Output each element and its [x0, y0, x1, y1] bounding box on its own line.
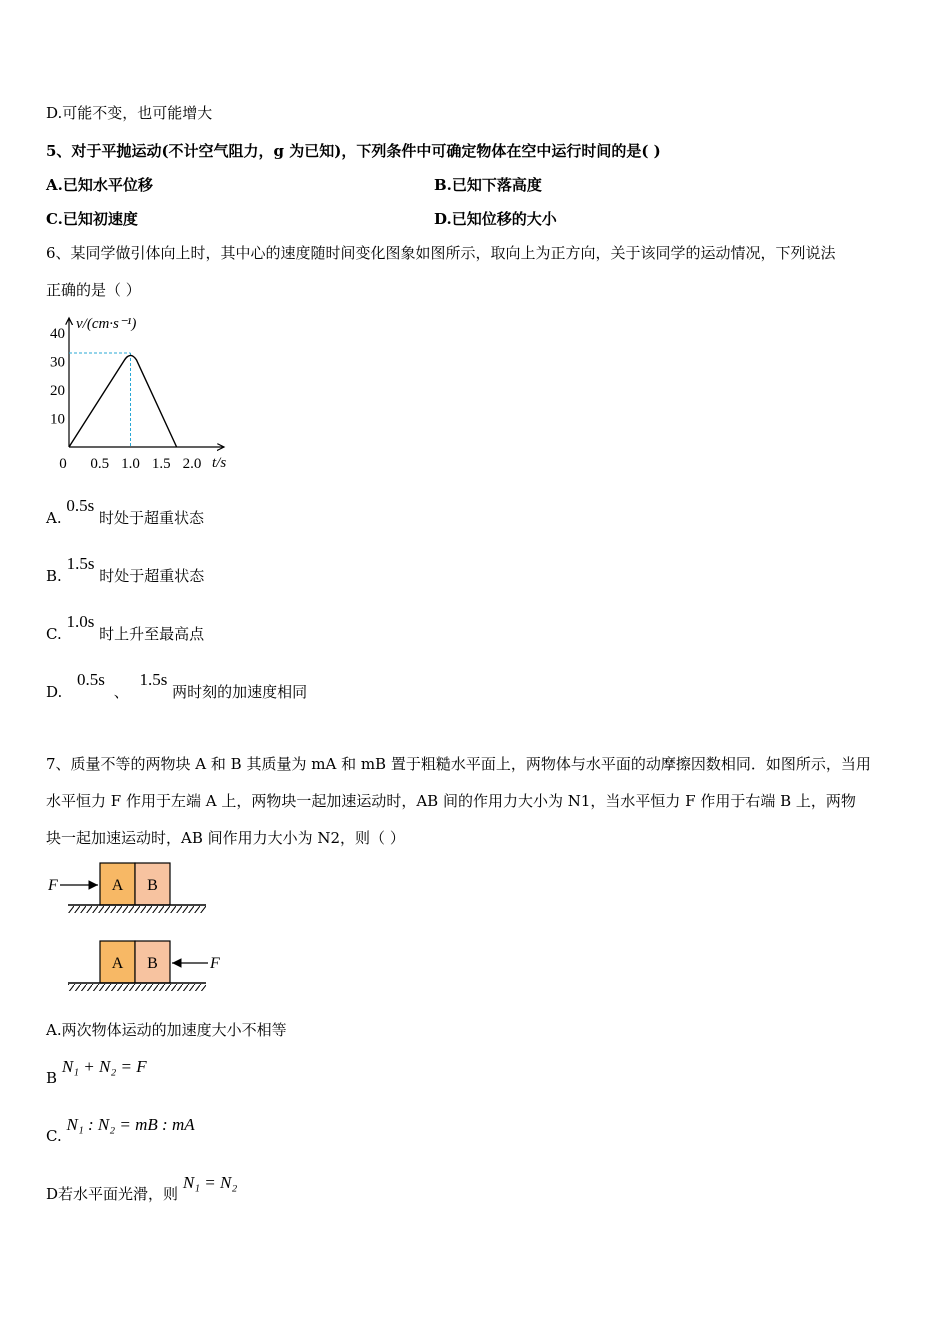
option-c-label: C.	[46, 625, 62, 643]
x-tick-label: 1.5	[151, 456, 171, 472]
option-b-text: 时处于超重状态	[99, 567, 205, 585]
y-tick-label: 10	[50, 411, 65, 428]
q7-option-c	[46, 1115, 195, 1146]
option-d-label: D.	[46, 683, 63, 701]
q5-stem: 5、对于平抛运动(不计空气阻力，g 为已知)，下列条件中可确定物体在空中运行时间的是( )	[46, 142, 661, 160]
y-tick-label: 40	[50, 326, 65, 342]
q7-option-b	[46, 1057, 147, 1088]
q5-option-a: A.已知水平位移	[46, 176, 153, 194]
block-b-label: B	[147, 955, 158, 972]
option-b-formula: N₁ + N₂ = F	[61, 1057, 147, 1076]
q6-option-c	[46, 612, 205, 644]
option-a-text: 时处于超重状态	[99, 509, 205, 527]
block-b-label: B	[147, 877, 158, 894]
q4-option-d: D.可能不变，也可能增大	[46, 104, 213, 122]
option-a-label: A.	[46, 509, 62, 527]
ground-hatch	[68, 906, 206, 913]
option-d-formula: N₁ = N₂	[182, 1173, 238, 1192]
q7-stem-line1: 7、质量不等的两物块 A 和 B 其质量为 mA 和 mB 置于粗糙水平面上，两物体与水平面的动摩擦因数相同．如图所示，当用	[46, 755, 871, 773]
option-d-text: 两时刻的加速度相同	[172, 683, 308, 701]
blocks-figure-force-left	[44, 858, 214, 918]
option-c-label: C.	[46, 1127, 62, 1145]
option-c-text: 时上升至最高点	[99, 625, 205, 643]
block-a-label: A	[111, 955, 124, 972]
q7-stem-line2: 水平恒力 F 作用于左端 A 上，两物块一起加速运动时，AB 间的作用力大小为 N1，当水平恒力 F 作用于右端 B 上，两物	[46, 792, 856, 810]
option-d-separator: 、	[113, 683, 129, 701]
q6-stem-line1: 6、某同学做引体向上时，其中心的速度随时间变化图象如图所示，取向上为正方向，关于该同学的运动情况，下列说法	[46, 244, 836, 262]
y-tick-label: 20	[50, 383, 65, 399]
x-tick-label: 0	[59, 456, 67, 472]
q6-option-b	[46, 554, 205, 586]
q5-option-d: D.已知位移的大小	[434, 210, 557, 228]
option-d-time2: 1.5s	[139, 670, 168, 689]
q5-option-c: C.已知初速度	[46, 210, 138, 228]
velocity-series-line	[69, 355, 177, 447]
option-b-time: 1.5s	[66, 554, 95, 573]
x-tick-label: 2.0	[182, 456, 202, 472]
x-axis-label: t/s	[212, 455, 227, 471]
force-label: F	[210, 955, 220, 972]
q7-option-d	[46, 1173, 238, 1204]
q6-option-d	[46, 670, 308, 702]
option-a-time: 0.5s	[66, 496, 95, 515]
x-tick-label: 0.5	[90, 456, 110, 472]
q7-stem-line3: 块一起加速运动时，AB 间作用力大小为 N2，则（ ）	[46, 829, 405, 847]
option-c-time: 1.0s	[66, 612, 95, 631]
y-tick-label: 30	[50, 354, 65, 371]
q6-option-a	[46, 496, 205, 528]
q6-stem-line2: 正确的是（ ）	[46, 281, 141, 299]
option-c-formula: N₁ : N₂ = mB : mA	[66, 1115, 195, 1134]
option-d-label: D若水平面光滑，则	[46, 1185, 179, 1203]
q5-option-b: B.已知下落高度	[434, 176, 542, 194]
ground-hatch	[68, 984, 206, 991]
y-axis-label: v/(cm·s⁻¹)	[76, 316, 137, 332]
blocks-figure-force-right	[44, 937, 234, 997]
x-tick-label: 1.0	[121, 456, 140, 472]
option-d-time1: 0.5s	[77, 670, 105, 689]
option-b-label: B	[46, 1069, 58, 1087]
force-label: F	[48, 877, 58, 894]
velocity-time-chart	[40, 308, 240, 478]
option-b-label: B.	[46, 567, 62, 585]
block-a-label: A	[111, 877, 124, 894]
q7-option-a: A.两次物体运动的加速度大小不相等	[46, 1021, 287, 1039]
